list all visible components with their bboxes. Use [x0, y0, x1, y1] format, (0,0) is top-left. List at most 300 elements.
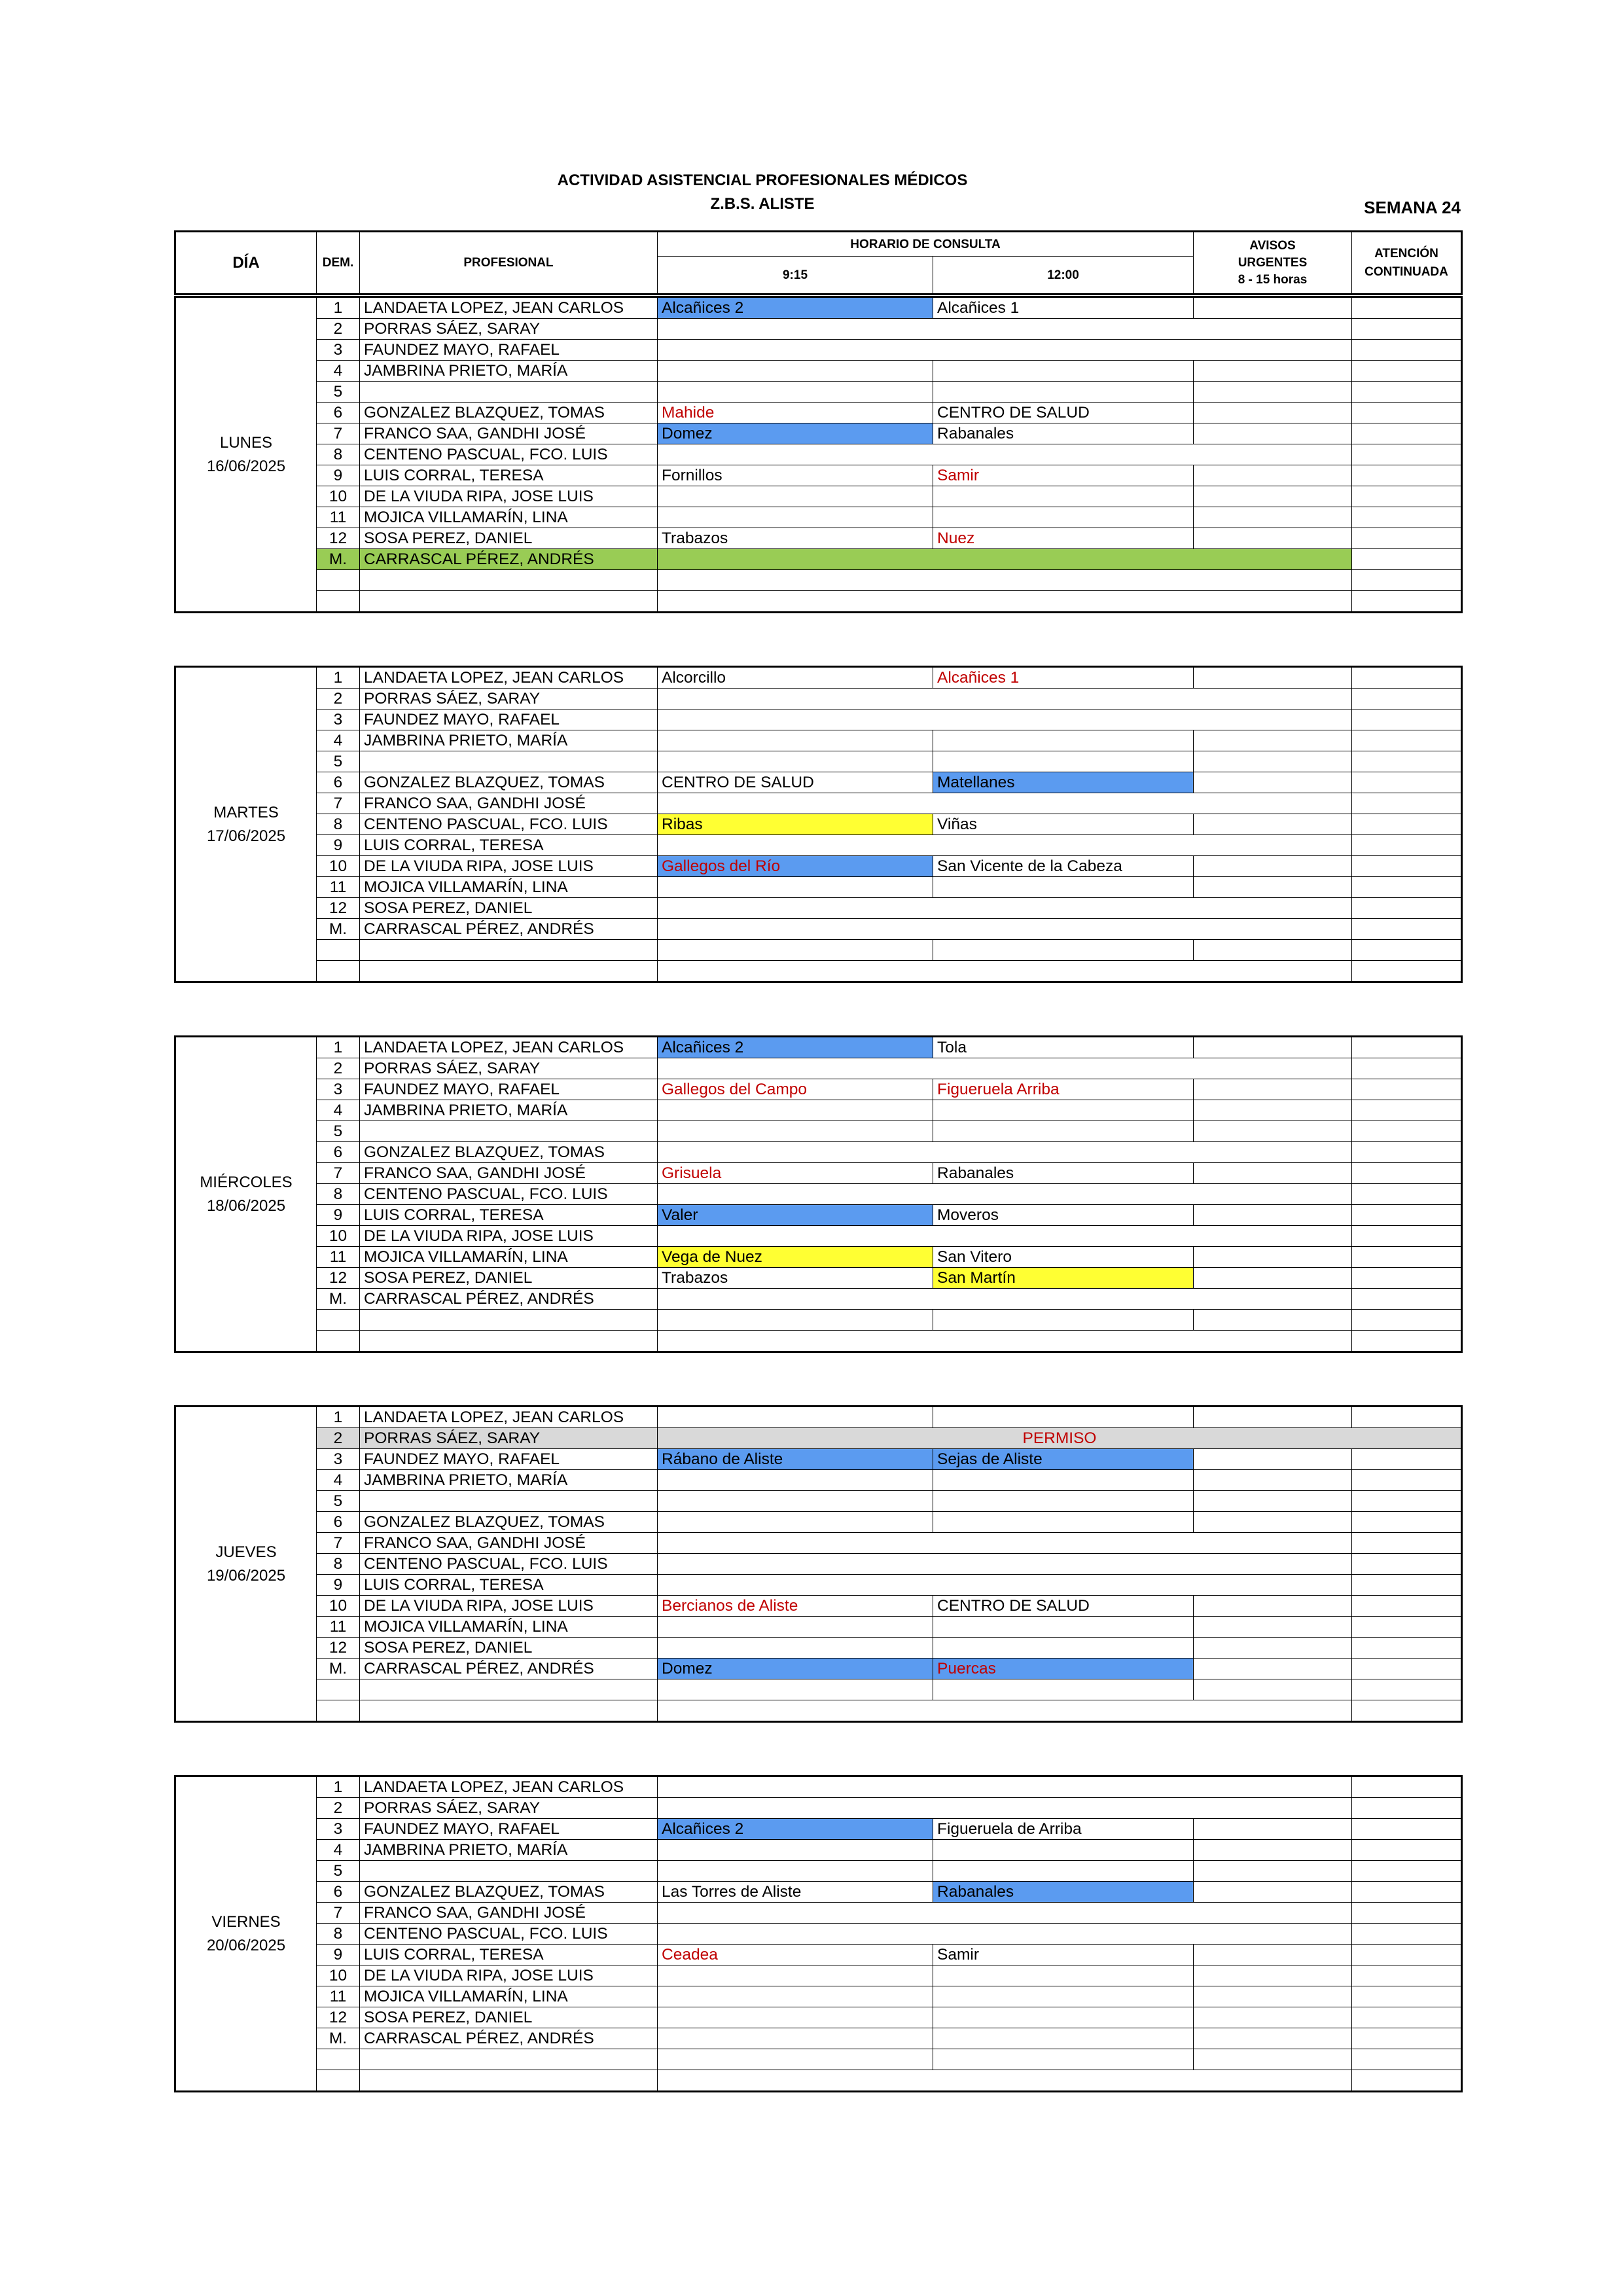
consulta-1200-cell	[933, 1679, 1194, 1700]
avisos-cell	[1194, 1945, 1352, 1965]
table-row	[175, 898, 1462, 919]
dem-cell: 7	[317, 1163, 360, 1184]
dem-cell: 2	[317, 1798, 360, 1819]
avisos-cell	[1194, 382, 1352, 403]
dem-cell: 5	[317, 751, 360, 772]
consulta-915-cell: Grisuela	[658, 1163, 933, 1184]
dem-cell: 12	[317, 528, 360, 549]
avisos-cell	[1194, 1617, 1352, 1638]
consulta-merged-cell	[658, 549, 1352, 570]
dem-cell: 4	[317, 1840, 360, 1861]
professional-name: GONZALEZ BLAZQUEZ, TOMAS	[360, 1882, 658, 1903]
table-row	[175, 1163, 1462, 1184]
atencion-cell	[1352, 1310, 1462, 1331]
table-row	[175, 1554, 1462, 1575]
dem-cell: 11	[317, 1617, 360, 1638]
header-profesional: PROFESIONAL	[360, 232, 658, 295]
dem-cell: 4	[317, 361, 360, 382]
table-row	[175, 1268, 1462, 1289]
dem-cell: 7	[317, 1903, 360, 1924]
atencion-cell	[1352, 667, 1462, 689]
consulta-915-cell: Alcorcillo	[658, 667, 933, 689]
dem-cell: 11	[317, 1986, 360, 2007]
atencion-cell	[1352, 1659, 1462, 1679]
dem-cell: 1	[317, 1407, 360, 1428]
consulta-1200-cell: Tola	[933, 1037, 1194, 1058]
consulta-1200-cell	[933, 361, 1194, 382]
day-name: MIÉRCOLES	[200, 1173, 293, 1191]
table-row	[175, 814, 1462, 835]
avisos-cell	[1194, 1037, 1352, 1058]
table-row	[175, 1079, 1462, 1100]
professional-name: FAUNDEZ MAYO, RAFAEL	[360, 709, 658, 730]
dem-cell: 9	[317, 1205, 360, 1226]
avisos-cell	[1194, 1310, 1352, 1331]
professional-name: CARRASCAL PÉREZ, ANDRÉS	[360, 919, 658, 940]
consulta-1200-cell	[933, 1617, 1194, 1638]
avisos-cell	[1194, 1079, 1352, 1100]
page-subtitle: Z.B.S. ALISTE	[710, 195, 815, 213]
atencion-cell	[1352, 1268, 1462, 1289]
professional-name: SOSA PEREZ, DANIEL	[360, 2007, 658, 2028]
consulta-merged-cell	[658, 919, 1352, 940]
table-row	[175, 403, 1462, 423]
consulta-merged-cell	[658, 1289, 1352, 1310]
table-row	[175, 1289, 1462, 1310]
avisos-cell	[1194, 730, 1352, 751]
dem-cell: 11	[317, 507, 360, 528]
atencion-cell	[1352, 1533, 1462, 1554]
avisos-cell	[1194, 2007, 1352, 2028]
table-row	[175, 1142, 1462, 1163]
professional-name	[360, 961, 658, 982]
consulta-1200-cell	[933, 1986, 1194, 2007]
atencion-cell	[1352, 1100, 1462, 1121]
atencion-cell	[1352, 1449, 1462, 1470]
consulta-915-cell	[658, 940, 933, 961]
table-row	[175, 1596, 1462, 1617]
consulta-1200-cell	[933, 730, 1194, 751]
table-row	[175, 1205, 1462, 1226]
avisos-cell	[1194, 940, 1352, 961]
consulta-merged-cell	[658, 709, 1352, 730]
dem-cell: 12	[317, 2007, 360, 2028]
atencion-cell	[1352, 689, 1462, 709]
professional-name: JAMBRINA PRIETO, MARÍA	[360, 361, 658, 382]
table-row	[175, 1533, 1462, 1554]
professional-name: CARRASCAL PÉREZ, ANDRÉS	[360, 1659, 658, 1679]
consulta-1200-cell	[933, 1861, 1194, 1882]
professional-name: FRANCO SAA, GANDHI JOSÉ	[360, 1533, 658, 1554]
atencion-cell	[1352, 1945, 1462, 1965]
table-row	[175, 1428, 1462, 1449]
atencion-cell	[1352, 403, 1462, 423]
avisos-cell	[1194, 528, 1352, 549]
table-row	[175, 1700, 1462, 1722]
professional-name: MOJICA VILLAMARÍN, LINA	[360, 507, 658, 528]
professional-name	[360, 591, 658, 613]
avisos-cell	[1194, 297, 1352, 319]
dem-cell: 1	[317, 1037, 360, 1058]
avisos-cell	[1194, 1100, 1352, 1121]
atencion-cell	[1352, 814, 1462, 835]
atencion-cell	[1352, 1776, 1462, 1798]
dem-cell: 5	[317, 1121, 360, 1142]
consulta-915-cell: Domez	[658, 423, 933, 444]
consulta-915-cell	[658, 877, 933, 898]
consulta-915-cell	[658, 1310, 933, 1331]
consulta-915-cell	[658, 1840, 933, 1861]
atencion-cell	[1352, 877, 1462, 898]
atencion-cell	[1352, 919, 1462, 940]
atencion-cell	[1352, 1617, 1462, 1638]
table-row	[175, 856, 1462, 877]
header-avisos	[1194, 232, 1352, 295]
dem-cell: 3	[317, 1449, 360, 1470]
consulta-1200-cell	[933, 2028, 1194, 2049]
table-row	[175, 1331, 1462, 1352]
table-row	[175, 1407, 1462, 1428]
consulta-merged-cell	[658, 1924, 1352, 1945]
consulta-1200-cell	[933, 1638, 1194, 1659]
day-cell	[175, 1776, 317, 2092]
dem-cell: 4	[317, 1470, 360, 1491]
atencion-cell	[1352, 961, 1462, 982]
professional-name: SOSA PEREZ, DANIEL	[360, 528, 658, 549]
professional-name: DE LA VIUDA RIPA, JOSE LUIS	[360, 1226, 658, 1247]
consulta-915-cell: Rábano de Aliste	[658, 1449, 933, 1470]
dem-cell	[317, 1310, 360, 1331]
professional-name: FRANCO SAA, GANDHI JOSÉ	[360, 1163, 658, 1184]
atencion-cell	[1352, 1079, 1462, 1100]
atencion-cell	[1352, 319, 1462, 340]
consulta-1200-cell	[933, 2007, 1194, 2028]
table-row	[175, 1819, 1462, 1840]
consulta-915-cell	[658, 1121, 933, 1142]
table-row	[175, 1121, 1462, 1142]
table-row	[175, 1861, 1462, 1882]
consulta-1200-cell: Nuez	[933, 528, 1194, 549]
atencion-cell	[1352, 1819, 1462, 1840]
atencion-cell	[1352, 1184, 1462, 1205]
professional-name: SOSA PEREZ, DANIEL	[360, 1638, 658, 1659]
professional-name: LUIS CORRAL, TERESA	[360, 1575, 658, 1596]
consulta-merged-cell	[658, 570, 1352, 591]
consulta-915-cell: CENTRO DE SALUD	[658, 772, 933, 793]
professional-name: JAMBRINA PRIETO, MARÍA	[360, 730, 658, 751]
professional-name: CENTENO PASCUAL, FCO. LUIS	[360, 1554, 658, 1575]
professional-name: PORRAS SÁEZ, SARAY	[360, 1798, 658, 1819]
professional-name: GONZALEZ BLAZQUEZ, TOMAS	[360, 1512, 658, 1533]
professional-name: MOJICA VILLAMARÍN, LINA	[360, 1617, 658, 1638]
dem-cell: 2	[317, 319, 360, 340]
consulta-1200-cell: CENTRO DE SALUD	[933, 403, 1194, 423]
dem-cell: 11	[317, 877, 360, 898]
header-time-1: 9:15	[658, 257, 933, 295]
consulta-915-cell: Trabazos	[658, 1268, 933, 1289]
day-cell	[175, 1407, 317, 1722]
atencion-cell	[1352, 1679, 1462, 1700]
consulta-915-cell: Mahide	[658, 403, 933, 423]
table-row	[175, 423, 1462, 444]
dem-cell	[317, 1679, 360, 1700]
professional-name: CENTENO PASCUAL, FCO. LUIS	[360, 814, 658, 835]
professional-name: JAMBRINA PRIETO, MARÍA	[360, 1840, 658, 1861]
professional-name	[360, 940, 658, 961]
consulta-915-cell: Alcañices 2	[658, 297, 933, 319]
consulta-915-cell	[658, 1617, 933, 1638]
consulta-915-cell	[658, 1491, 933, 1512]
atencion-cell	[1352, 1596, 1462, 1617]
dem-cell: 12	[317, 1268, 360, 1289]
avisos-cell	[1194, 1638, 1352, 1659]
avisos-cell	[1194, 1205, 1352, 1226]
atencion-cell	[1352, 591, 1462, 613]
professional-name: PORRAS SÁEZ, SARAY	[360, 1428, 658, 1449]
consulta-1200-cell	[933, 1840, 1194, 1861]
day-name: LUNES	[219, 433, 273, 452]
consulta-1200-cell	[933, 1310, 1194, 1331]
dem-cell: 7	[317, 793, 360, 814]
consulta-1200-cell: Samir	[933, 1945, 1194, 1965]
dem-cell: 4	[317, 730, 360, 751]
atencion-cell	[1352, 751, 1462, 772]
consulta-915-cell	[658, 2049, 933, 2070]
professional-name: DE LA VIUDA RIPA, JOSE LUIS	[360, 486, 658, 507]
consulta-1200-cell	[933, 382, 1194, 403]
permiso-cell: PERMISO	[658, 1428, 1462, 1449]
table-row	[175, 1903, 1462, 1924]
consulta-merged-cell	[658, 835, 1352, 856]
atencion-cell	[1352, 361, 1462, 382]
dem-cell	[317, 2049, 360, 2070]
consulta-1200-cell: Figueruela de Arriba	[933, 1819, 1194, 1840]
atencion-cell	[1352, 382, 1462, 403]
consulta-1200-cell	[933, 1470, 1194, 1491]
professional-name	[360, 2070, 658, 2092]
atencion-cell	[1352, 1247, 1462, 1268]
avisos-cell	[1194, 507, 1352, 528]
professional-name	[360, 382, 658, 403]
table-row	[175, 1882, 1462, 1903]
dem-cell: 8	[317, 444, 360, 465]
consulta-1200-cell	[933, 1965, 1194, 1986]
atencion-cell	[1352, 1470, 1462, 1491]
consulta-merged-cell	[658, 1533, 1352, 1554]
table-row	[175, 1617, 1462, 1638]
table-row	[175, 1840, 1462, 1861]
professional-name: CARRASCAL PÉREZ, ANDRÉS	[360, 1289, 658, 1310]
table-row	[175, 2049, 1462, 2070]
professional-name: MOJICA VILLAMARÍN, LINA	[360, 877, 658, 898]
consulta-merged-cell	[658, 1776, 1352, 1798]
dem-cell: 9	[317, 1945, 360, 1965]
header-atencion-line2: CONTINUADA	[1364, 264, 1448, 279]
avisos-cell	[1194, 877, 1352, 898]
atencion-cell	[1352, 1700, 1462, 1722]
atencion-cell	[1352, 486, 1462, 507]
dem-cell: 7	[317, 423, 360, 444]
table-row	[175, 570, 1462, 591]
consulta-merged-cell	[658, 1575, 1352, 1596]
professional-name: DE LA VIUDA RIPA, JOSE LUIS	[360, 1965, 658, 1986]
professional-name: LANDAETA LOPEZ, JEAN CARLOS	[360, 1407, 658, 1428]
avisos-cell	[1194, 772, 1352, 793]
table-row	[175, 1679, 1462, 1700]
professional-name: CENTENO PASCUAL, FCO. LUIS	[360, 444, 658, 465]
professional-name: MOJICA VILLAMARÍN, LINA	[360, 1986, 658, 2007]
table-row	[175, 709, 1462, 730]
table-row	[175, 1945, 1462, 1965]
consulta-1200-cell	[933, 1100, 1194, 1121]
dem-cell: 10	[317, 1965, 360, 1986]
table-row	[175, 2028, 1462, 2049]
table-row	[175, 730, 1462, 751]
consulta-915-cell: Valer	[658, 1205, 933, 1226]
professional-name	[360, 1121, 658, 1142]
atencion-cell	[1352, 793, 1462, 814]
atencion-cell	[1352, 1226, 1462, 1247]
dem-cell: 8	[317, 1184, 360, 1205]
professional-name	[360, 2049, 658, 2070]
dem-cell	[317, 1700, 360, 1722]
dem-cell	[317, 940, 360, 961]
avisos-cell	[1194, 403, 1352, 423]
dem-cell	[317, 591, 360, 613]
consulta-915-cell	[658, 507, 933, 528]
table-row	[175, 1449, 1462, 1470]
atencion-cell	[1352, 730, 1462, 751]
atencion-cell	[1352, 1861, 1462, 1882]
dem-cell: 12	[317, 898, 360, 919]
atencion-cell	[1352, 1331, 1462, 1352]
table-row	[175, 1226, 1462, 1247]
professional-name: LUIS CORRAL, TERESA	[360, 465, 658, 486]
consulta-merged-cell	[658, 1142, 1352, 1163]
dem-cell	[317, 2070, 360, 2092]
consulta-merged-cell	[658, 1700, 1352, 1722]
consulta-1200-cell: Sejas de Aliste	[933, 1449, 1194, 1470]
dem-cell: 10	[317, 486, 360, 507]
professional-name: LUIS CORRAL, TERESA	[360, 1945, 658, 1965]
consulta-1200-cell: Samir	[933, 465, 1194, 486]
professional-name	[360, 1861, 658, 1882]
professional-name	[360, 1700, 658, 1722]
consulta-merged-cell	[658, 319, 1352, 340]
atencion-cell	[1352, 1986, 1462, 2007]
day-table-viernes	[174, 1775, 1463, 2092]
consulta-1200-cell: Alcañices 1	[933, 667, 1194, 689]
professional-name: SOSA PEREZ, DANIEL	[360, 1268, 658, 1289]
atencion-cell	[1352, 1163, 1462, 1184]
consulta-1200-cell	[933, 507, 1194, 528]
table-row	[175, 1776, 1462, 1798]
table-row	[175, 835, 1462, 856]
dem-cell: 2	[317, 689, 360, 709]
dem-cell: 10	[317, 856, 360, 877]
consulta-1200-cell	[933, 940, 1194, 961]
table-row	[175, 444, 1462, 465]
atencion-cell	[1352, 1121, 1462, 1142]
consulta-915-cell	[658, 1100, 933, 1121]
table-row	[175, 1659, 1462, 1679]
consulta-merged-cell	[658, 793, 1352, 814]
table-row	[175, 1575, 1462, 1596]
professional-name: PORRAS SÁEZ, SARAY	[360, 1058, 658, 1079]
table-row	[175, 486, 1462, 507]
table-row	[175, 507, 1462, 528]
consulta-merged-cell	[658, 591, 1352, 613]
table-row	[175, 689, 1462, 709]
dem-cell: 6	[317, 403, 360, 423]
table-row	[175, 1310, 1462, 1331]
atencion-cell	[1352, 1142, 1462, 1163]
dem-cell: M.	[317, 919, 360, 940]
dem-cell: 2	[317, 1428, 360, 1449]
table-row	[175, 2007, 1462, 2028]
avisos-cell	[1194, 486, 1352, 507]
table-row	[175, 1100, 1462, 1121]
atencion-cell	[1352, 940, 1462, 961]
table-row	[175, 1798, 1462, 1819]
avisos-cell	[1194, 1163, 1352, 1184]
professional-name: LUIS CORRAL, TERESA	[360, 835, 658, 856]
dem-cell: M.	[317, 1289, 360, 1310]
dem-cell	[317, 961, 360, 982]
dem-cell: 5	[317, 1861, 360, 1882]
week-label: SEMANA 24	[1364, 198, 1461, 217]
professional-name: JAMBRINA PRIETO, MARÍA	[360, 1100, 658, 1121]
atencion-cell	[1352, 856, 1462, 877]
dem-cell: 8	[317, 1924, 360, 1945]
professional-name: CARRASCAL PÉREZ, ANDRÉS	[360, 549, 658, 570]
consulta-915-cell: Ribas	[658, 814, 933, 835]
consulta-1200-cell	[933, 1407, 1194, 1428]
table-row	[175, 877, 1462, 898]
consulta-1200-cell: Rabanales	[933, 1882, 1194, 1903]
avisos-cell	[1194, 1679, 1352, 1700]
avisos-cell	[1194, 1247, 1352, 1268]
dem-cell: 4	[317, 1100, 360, 1121]
consulta-1200-cell: San Vitero	[933, 1247, 1194, 1268]
table-row	[175, 793, 1462, 814]
consulta-915-cell: Gallegos del Campo	[658, 1079, 933, 1100]
consulta-915-cell	[658, 1965, 933, 1986]
consulta-1200-cell: Rabanales	[933, 1163, 1194, 1184]
professional-name	[360, 1310, 658, 1331]
professional-name: GONZALEZ BLAZQUEZ, TOMAS	[360, 403, 658, 423]
table-row	[175, 1247, 1462, 1268]
header-horario: HORARIO DE CONSULTA	[658, 232, 1194, 257]
professional-name	[360, 1331, 658, 1352]
atencion-cell	[1352, 898, 1462, 919]
dem-cell: 6	[317, 1882, 360, 1903]
table-row	[175, 591, 1462, 613]
table-row	[175, 1037, 1462, 1058]
atencion-cell	[1352, 1058, 1462, 1079]
table-row	[175, 667, 1462, 689]
professional-name: FAUNDEZ MAYO, RAFAEL	[360, 1449, 658, 1470]
professional-name: LANDAETA LOPEZ, JEAN CARLOS	[360, 1776, 658, 1798]
professional-name	[360, 570, 658, 591]
professional-name: PORRAS SÁEZ, SARAY	[360, 689, 658, 709]
professional-name: DE LA VIUDA RIPA, JOSE LUIS	[360, 856, 658, 877]
header-avisos-line2: URGENTES	[1238, 255, 1308, 270]
atencion-cell	[1352, 2007, 1462, 2028]
atencion-cell	[1352, 1965, 1462, 1986]
dem-cell: 10	[317, 1226, 360, 1247]
consulta-915-cell	[658, 1407, 933, 1428]
